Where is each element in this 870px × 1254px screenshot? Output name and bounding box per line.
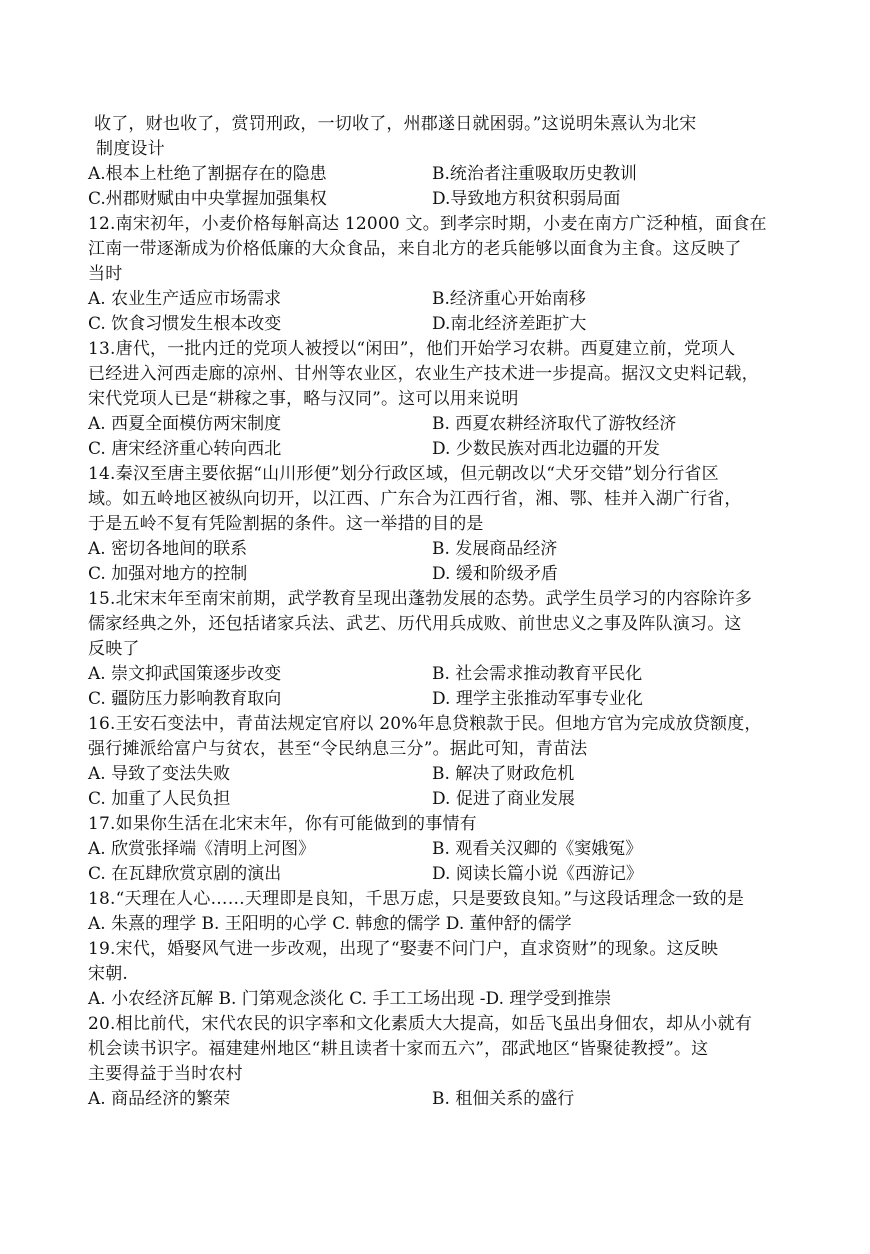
option-c: C. 饮食习惯发生根本改变 — [88, 314, 282, 334]
question-11-text: 制度设计 — [96, 139, 165, 159]
option-a: A. 导致了变法失败 — [88, 764, 231, 784]
option-a: A. 崇文抑武国策逐步改变 — [88, 664, 282, 684]
option-d: D. 缓和阶级矛盾 — [432, 564, 558, 584]
option-a: A. 商品经济的繁荣 — [88, 1089, 231, 1109]
option-c: C. 疆防压力影响教育取向 — [88, 689, 282, 709]
option-b: B. 西夏农耕经济取代了游牧经济 — [432, 414, 677, 434]
question-15-text: 儒家经典之外，还包括诸家兵法、武艺、历代用兵成败、前世忠义之事及阵队演习。这 — [88, 614, 742, 634]
question-13-text: 已经进入河西走廊的凉州、甘州等农业区，农业生产技术进一步提高。据汉文史料记载， — [88, 364, 759, 384]
option-a: A. 密切各地间的联系 — [88, 539, 248, 559]
question-12-text: 当时 — [88, 264, 123, 284]
option-a: A.根本上杜绝了割据存在的隐患 — [88, 164, 327, 184]
options-line: A. 朱熹的理学 B. 王阳明的心学 C. 韩愈的儒学 D. 董仲舒的儒学 — [88, 914, 572, 934]
option-b: B. 解决了财政危机 — [432, 764, 575, 784]
question-16-text: 16.王安石变法中，青苗法规定官府以 20%年息贷粮款于民。但地方官为完成放贷额度， — [88, 714, 762, 734]
question-14-text: 14.秦汉至唐主要依据“山川形便”划分行政区域，但元朝改以“犬牙交错”划分行省区 — [88, 464, 719, 484]
option-c: C. 在瓦肆欣赏京剧的演出 — [88, 864, 282, 884]
question-15-text: 反映了 — [88, 639, 140, 659]
question-12-text: 12.南宋初年，小麦价格每斛高达 12000 文。到孝宗时期，小麦在南方广泛种植，面食在 — [88, 214, 767, 234]
question-19-text: 19.宋代，婚娶风气进一步改观，出现了“娶妻不问门户，直求资财”的现象。这反映 — [88, 939, 719, 959]
question-12-text: 江南一带逐渐成为价格低廉的大众食品，来自北方的老兵能够以面食为主食。这反映了 — [88, 239, 742, 259]
question-18-text: 18.“天理在人心……天理即是良知，千思万虑，只是要致良知。”与这段话理念一致的是 — [88, 889, 745, 909]
option-a: A. 欣赏张择端《清明上河图》 — [88, 839, 316, 859]
question-20-text: 机会读书识字。福建建州地区“耕且读者十家而五六”，邵武地区“皆聚徒教授”。这 — [88, 1039, 709, 1059]
option-b: B. 社会需求推动教育平民化 — [432, 664, 643, 684]
option-d: D. 阅读长篇小说《西游记》 — [432, 864, 643, 884]
option-b: B. 租佃关系的盛行 — [432, 1089, 575, 1109]
question-17-text: 17.如果你生活在北宋末年，你有可能做到的事情有 — [88, 814, 477, 834]
option-b: B. 发展商品经济 — [432, 539, 558, 559]
question-14-text: 于是五岭不复有凭险割据的条件。这一举措的目的是 — [88, 514, 484, 534]
options-line: A. 小农经济瓦解 B. 门第观念淡化 C. 手工工场出现 -D. 理学受到推崇 — [88, 989, 612, 1009]
option-c: C.州郡财赋由中央掌握加强集权 — [88, 189, 327, 209]
option-c: C. 加强对地方的控制 — [88, 564, 248, 584]
option-b: B.统治者注重吸取历史教训 — [432, 164, 637, 184]
option-c: C. 唐宋经济重心转向西北 — [88, 439, 282, 459]
option-d: D. 促进了商业发展 — [432, 789, 575, 809]
question-20-text: 20.相比前代，宋代农民的识字率和文化素质大大提高，如岳飞虽出身佃农，却从小就有 — [88, 1014, 753, 1034]
question-19-text: 宋朝. — [88, 964, 129, 984]
option-d: D.南北经济差距扩大 — [432, 314, 587, 334]
question-13-text: 宋代党项人已是“耕稼之事，略与汉同”。这可以用来说明 — [88, 389, 519, 409]
question-15-text: 15.北宋末年至南宋前期，武学教育呈现出蓬勃发展的态势。武学生员学习的内容除许多 — [88, 589, 753, 609]
question-20-text: 主要得益于当时农村 — [88, 1064, 243, 1084]
question-16-text: 强行摊派给富户与贫农，甚至“令民纳息三分”。据此可知，青苗法 — [88, 739, 588, 759]
option-d: D. 少数民族对西北边疆的开发 — [432, 439, 660, 459]
option-a: A. 农业生产适应市场需求 — [88, 289, 282, 309]
option-d: D. 理学主张推动军事专业化 — [432, 689, 643, 709]
option-c: C. 加重了人民负担 — [88, 789, 231, 809]
option-a: A. 西夏全面模仿两宋制度 — [88, 414, 282, 434]
question-11-text: 收了，财也收了，赏罚刑政，一切收了，州郡遂日就困弱。”这说明朱熹认为北宋 — [94, 114, 697, 134]
question-13-text: 13.唐代，一批内迁的党项人被授以“闲田”，他们开始学习农耕。西夏建立前，党项人 — [88, 339, 736, 359]
option-b: B. 观看关汉卿的《窦娥冤》 — [432, 839, 643, 859]
option-b: B.经济重心开始南移 — [432, 289, 586, 309]
option-d: D.导致地方积贫积弱局面 — [432, 189, 621, 209]
question-14-text: 域。如五岭地区被纵向切开，以江西、广东合为江西行省，湘、鄂、桂并入湖广行省， — [88, 489, 742, 509]
